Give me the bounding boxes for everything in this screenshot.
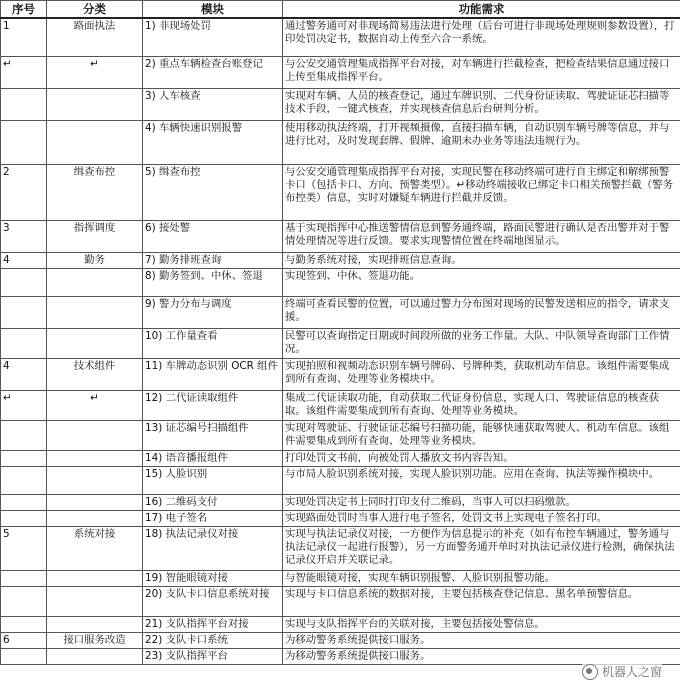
row-index	[1, 616, 47, 632]
table-row	[1, 56, 680, 88]
row-category: ↵	[47, 390, 143, 420]
row-requirement: 终端可查看民警的位置，可以通过警力分布图对现场的民警发送相应的指令，请求支援。	[283, 296, 680, 328]
row-requirement: 实现签到、中休、签退功能。	[283, 268, 680, 296]
row-module: 21) 支队指挥平台对接	[143, 616, 283, 632]
row-index: 5	[1, 526, 47, 570]
row-category	[47, 120, 143, 164]
row-module: 22) 支队卡口系统	[143, 632, 283, 648]
table-row	[1, 390, 680, 420]
row-requirement: 基于实现指挥中心推送警情信息到警务通终端，路面民警进行确认是否出警并对于警情处理情况等进行反馈。要求实现警情位置在终端地图显示。	[283, 220, 680, 252]
table-row	[1, 358, 680, 390]
row-requirement: 实现拍照和视频动态识别车辆号牌码、号牌种类，获取机动车信息。该组件需要集成到所有查询、处理等业务模块中。	[283, 358, 680, 390]
row-category: 系统对接	[47, 526, 143, 570]
table-row	[1, 586, 680, 616]
row-index: 1	[1, 18, 47, 56]
row-requirement: 与勤务系统对接，实现排班信息查询。	[283, 252, 680, 268]
row-module: 17) 电子签名	[143, 510, 283, 526]
row-module: 19) 智能眼镜对接	[143, 570, 283, 586]
row-index: 4	[1, 252, 47, 268]
watermark	[582, 663, 662, 680]
row-requirement: 实现对驾驶证、行驶证证芯编号扫描功能，能够快速获取驾驶人、机动车信息。该组件需要集成到所有查询、处理等业务模块。	[283, 420, 680, 450]
row-index: ↵	[1, 390, 47, 420]
row-module: 6) 接处警	[143, 220, 283, 252]
row-category	[47, 296, 143, 328]
table-header-row	[1, 1, 680, 19]
row-index	[1, 586, 47, 616]
header-module: 模块	[143, 1, 283, 19]
row-category	[47, 450, 143, 466]
row-requirement: 民警可以查询指定日期或时间段所做的业务工作量。大队、中队领导查询部门工作情况。	[283, 328, 680, 358]
row-module: 9) 警力分布与调度	[143, 296, 283, 328]
table-row	[1, 296, 680, 328]
row-requirement: 实现处罚决定书上同时打印支付二维码，当事人可以扫码缴款。	[283, 494, 680, 510]
row-module: 8) 勤务签到、中休、签退	[143, 268, 283, 296]
table-row	[1, 466, 680, 494]
table-body	[1, 18, 680, 664]
row-requirement: 与智能眼镜对接，实现车辆识别报警、人脸识别报警功能。	[283, 570, 680, 586]
row-index	[1, 420, 47, 450]
row-index	[1, 268, 47, 296]
row-index	[1, 88, 47, 120]
row-module: 15) 人脸识别	[143, 466, 283, 494]
row-category	[47, 466, 143, 494]
row-requirement: 实现对车辆、人员的核查登记，通过车牌识别、二代身份证读取、驾驶证证芯扫描等技术手段，一键式核查，并实现核查信息后台研判分析。	[283, 88, 680, 120]
row-requirement: 使用移动执法终端，打开视频摄像，直接扫描车辆，自动识别车辆号牌等信息，并与进行比对，及时发现套牌、假牌、逾期未办业务等违法违规行为。	[283, 120, 680, 164]
row-index	[1, 450, 47, 466]
table-row	[1, 268, 680, 296]
table-row	[1, 252, 680, 268]
row-index	[1, 510, 47, 526]
header-index: 序号	[1, 1, 47, 19]
row-module: 16) 二维码支付	[143, 494, 283, 510]
row-category	[47, 88, 143, 120]
table-row	[1, 648, 680, 664]
row-index: ↵	[1, 56, 47, 88]
row-requirement: 为移动警务系统提供接口服务。	[283, 648, 680, 664]
header-requirement: 功能需求	[283, 1, 680, 19]
row-requirement: 与市局人脸识别系统对接，实现人脸识别功能。应用在查询、执法等操作模块中。	[283, 466, 680, 494]
row-requirement: 实现与支队指挥平台的关联对接，主要包括接处警信息。	[283, 616, 680, 632]
row-module: 5) 缉查布控	[143, 164, 283, 220]
row-module: 23) 支队指挥平台	[143, 648, 283, 664]
row-requirement: 与公安交通管理集成指挥平台对接，实现民警在移动终端可进行自主绑定和解绑预警卡口（包括卡口、方向、预警类型）。↵移动终端接收已绑定卡口相关预警拦截（警务布控类）信息，实时对嫌疑车辆进行拦截并反馈。	[283, 164, 680, 220]
row-requirement: 打印处罚文书前，向被处罚人播放文书内容告知。	[283, 450, 680, 466]
wechat-logo-icon	[582, 664, 598, 680]
row-index	[1, 296, 47, 328]
row-module: 12) 二代证读取组件	[143, 390, 283, 420]
table-row	[1, 570, 680, 586]
row-module: 11) 车牌动态识别 OCR 组件	[143, 358, 283, 390]
row-module: 7) 勤务排班查询	[143, 252, 283, 268]
table-row	[1, 328, 680, 358]
header-category: 分类	[47, 1, 143, 19]
row-requirement: 集成二代证读取功能，自动获取二代证身份信息，实现人口、驾驶证信息的核查获取。该组件需要集成到所有查询、处理等业务模块。	[283, 390, 680, 420]
row-category: 勤务	[47, 252, 143, 268]
row-module: 13) 证芯编号扫描组件	[143, 420, 283, 450]
row-module: 2) 重点车辆检查台账登记	[143, 56, 283, 88]
row-index: 4	[1, 358, 47, 390]
row-requirement: 实现路面处罚时当事人进行电子签名，处罚文书上实现电子签名打印。	[283, 510, 680, 526]
row-index	[1, 570, 47, 586]
row-requirement: 与公安交通管理集成指挥平台对接，对车辆进行拦截检查，把检查结果信息通过接口上传至集成指挥平台。	[283, 56, 680, 88]
row-requirement: 实现与卡口信息系统的数据对接，主要包括核查登记信息、黑名单预警信息。	[283, 586, 680, 616]
row-index	[1, 120, 47, 164]
table-row	[1, 120, 680, 164]
row-category	[47, 420, 143, 450]
row-requirement: 为移动警务系统提供接口服务。	[283, 632, 680, 648]
row-category: 接口服务改造	[47, 632, 143, 648]
table-row	[1, 526, 680, 570]
row-index	[1, 648, 47, 664]
row-category: 指挥调度	[47, 220, 143, 252]
table-row	[1, 18, 680, 56]
row-index	[1, 466, 47, 494]
row-module: 14) 语音播报组件	[143, 450, 283, 466]
table-row	[1, 632, 680, 648]
row-index: 6	[1, 632, 47, 648]
table-row	[1, 494, 680, 510]
row-category: 缉查布控	[47, 164, 143, 220]
row-module: 1) 非现场处罚	[143, 18, 283, 56]
watermark-text: 机器人之窗	[601, 665, 662, 679]
row-category	[47, 570, 143, 586]
table-row	[1, 220, 680, 252]
row-category: ↵	[47, 56, 143, 88]
row-category: 技术组件	[47, 358, 143, 390]
table-row	[1, 616, 680, 632]
row-category	[47, 586, 143, 616]
table-row	[1, 420, 680, 450]
row-module: 10) 工作量查看	[143, 328, 283, 358]
row-index	[1, 328, 47, 358]
row-module: 20) 支队卡口信息系统对接	[143, 586, 283, 616]
row-category	[47, 648, 143, 664]
row-module: 4) 车辆快速识别报警	[143, 120, 283, 164]
row-requirement: 实现与执法记录仪对接，一方便作为信息提示的补充（如有布控车辆通过，警务通与执法记录仪一起进行报警），另一方面警务通开单时对执法记录仪进行检测，确保执法记录仪开启并关联记录。	[283, 526, 680, 570]
row-category	[47, 616, 143, 632]
row-index	[1, 494, 47, 510]
row-index: 3	[1, 220, 47, 252]
row-requirement: 通过警务通可对非现场简易违法进行处理（后台可进行非现场处理规则参数设置），打印处罚决定书，数据自动上传至六合一系统。	[283, 18, 680, 56]
table-row	[1, 164, 680, 220]
table-row	[1, 510, 680, 526]
row-category: 路面执法	[47, 18, 143, 56]
row-category	[47, 328, 143, 358]
row-module: 18) 执法记录仪对接	[143, 526, 283, 570]
row-module: 3) 人车核查	[143, 88, 283, 120]
table-row	[1, 450, 680, 466]
table-row	[1, 88, 680, 120]
row-category	[47, 510, 143, 526]
row-index: 2	[1, 164, 47, 220]
row-category	[47, 268, 143, 296]
row-category	[47, 494, 143, 510]
